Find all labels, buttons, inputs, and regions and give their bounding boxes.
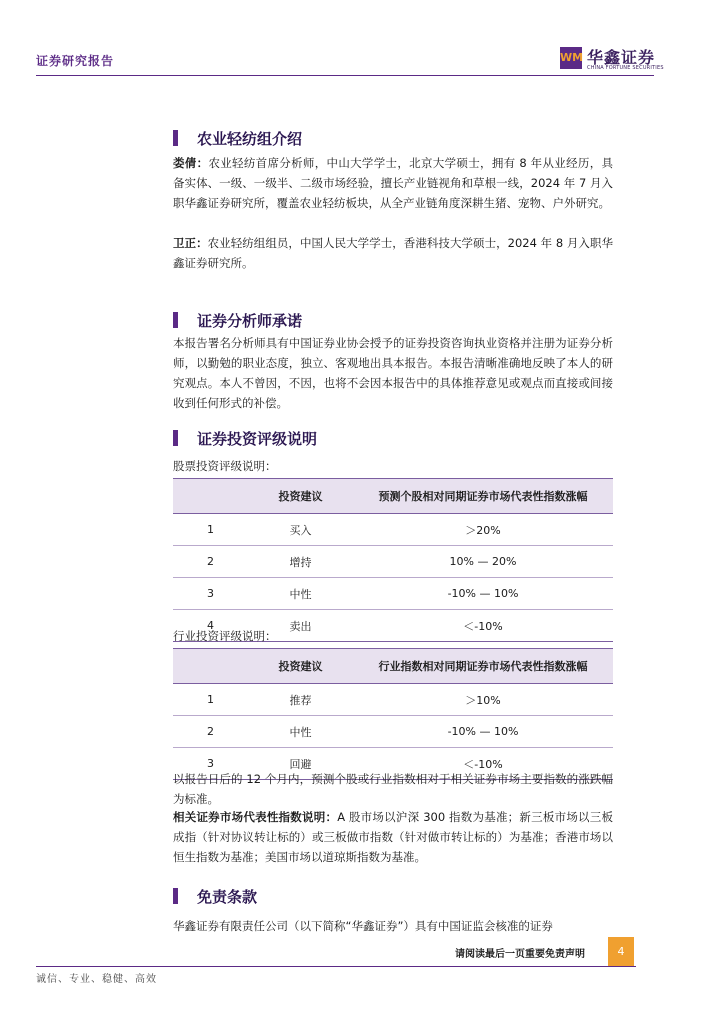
industry-rating-label: 行业投资评级说明：	[173, 629, 277, 643]
table-row	[173, 716, 613, 748]
table-row	[173, 514, 613, 546]
table-cell: 中性	[248, 578, 353, 610]
footer-motto: 诚信、专业、稳健、高效	[36, 974, 157, 985]
report-header-title: 证券研究报告	[36, 54, 115, 68]
table-header-row	[173, 649, 613, 684]
table-cell: 3	[173, 578, 248, 610]
analyst-bio-2	[173, 233, 613, 273]
page-number: 4	[608, 937, 634, 967]
section-bar-icon	[173, 888, 178, 904]
analyst-text: 农业轻纺组组员，中国人民大学学士，香港科技大学硕士，2024 年 8 月入职华鑫证券研究所。	[173, 236, 614, 270]
table-cell: ＞20%	[353, 514, 613, 546]
table-cell: ＞10%	[353, 684, 613, 716]
section-bar-icon	[173, 312, 178, 328]
table-header-cell: 投资建议	[248, 649, 353, 684]
table-cell: ＜-10%	[353, 748, 613, 780]
table-cell: 10% — 20%	[353, 546, 613, 578]
logo	[560, 45, 664, 73]
logo-english: CHINA FORTUNE SECURITIES	[587, 65, 664, 71]
table-cell: 2	[173, 716, 248, 748]
section-title: 证券投资评级说明	[197, 430, 318, 448]
table-cell: 2	[173, 546, 248, 578]
analyst-name: 卫正：	[173, 236, 208, 250]
analyst-bio-1	[173, 153, 613, 213]
table-cell: ＜-10%	[353, 610, 613, 642]
table-cell: -10% — 10%	[353, 578, 613, 610]
section-bar-icon	[173, 430, 178, 446]
table-cell: 增持	[248, 546, 353, 578]
table-header-cell	[173, 649, 248, 684]
table-cell: 中性	[248, 716, 353, 748]
table-cell: 1	[173, 514, 248, 546]
table-cell: 1	[173, 684, 248, 716]
table-header-cell: 预测个股相对同期证券市场代表性指数涨幅	[353, 479, 613, 514]
logo-icon: WM	[560, 47, 582, 69]
table-row	[173, 684, 613, 716]
index-label: 相关证券市场代表性指数说明：	[173, 810, 338, 824]
header-divider	[36, 75, 654, 76]
industry-rating-table	[173, 648, 613, 780]
table-header-cell: 行业指数相对同期证券市场代表性指数涨幅	[353, 649, 613, 684]
section-title: 证券分析师承诺	[197, 312, 303, 330]
table-cell: 卖出	[248, 610, 353, 642]
logo-name: 华鑫证券	[587, 48, 656, 67]
table-row	[173, 546, 613, 578]
table-cell: 3	[173, 748, 248, 780]
stock-rating-label: 股票投资评级说明：	[173, 459, 277, 473]
section-title: 农业轻纺组介绍	[197, 130, 303, 148]
section-bar-icon	[173, 130, 178, 146]
table-cell: 买入	[248, 514, 353, 546]
disclaimer-text: 华鑫证券有限责任公司（以下简称“华鑫证券”）具有中国证监会核准的证券	[173, 919, 553, 933]
footer-disclaimer-note: 请阅读最后一页重要免责声明	[455, 949, 585, 960]
stock-rating-table	[173, 478, 613, 642]
table-row	[173, 578, 613, 610]
table-cell: 回避	[248, 748, 353, 780]
table-header-cell	[173, 479, 248, 514]
table-header-row	[173, 479, 613, 514]
rating-note: 以报告日后的 12 个月内，预测个股或行业指数相对于相关证券市场主要指数的涨跌幅为标准。	[173, 772, 613, 806]
section-title: 免责条款	[197, 888, 258, 906]
analyst-text: 农业轻纺首席分析师，中山大学学士，北京大学硕士，拥有 8 年从业经历，具备实体、一级、一级半、二级市场经验，擅长产业链视角和草根一线，2024 年 7 月入职华鑫证券研究所，覆盖农业轻纺板块，从全产业链角度深耕生猪、宠物、户外研究。	[173, 156, 614, 210]
index-text: A 股市场以沪深 300 指数为基准；新三板市场以三板成指（针对协议转让标的）或三板做市指数（针对做市转让标的）为基准；香港市场以恒生指数为基准；美国市场以道琼斯指数为基准。	[173, 810, 614, 864]
table-header-cell: 投资建议	[248, 479, 353, 514]
table-cell: -10% — 10%	[353, 716, 613, 748]
table-cell: 4	[173, 610, 248, 642]
commitment-text: 本报告署名分析师具有中国证券业协会授予的证券投资咨询执业资格并注册为证券分析师，以勤勉的职业态度，独立、客观地出具本报告。本报告清晰准确地反映了本人的研究观点。本人不曾因，不因，也将不会因本报告中的具体推荐意见或观点而直接或间接收到任何形式的补偿。	[173, 336, 613, 410]
analyst-name: 娄倩：	[173, 156, 209, 170]
table-cell: 推荐	[248, 684, 353, 716]
footer-divider	[36, 966, 636, 967]
index-description	[173, 807, 613, 867]
